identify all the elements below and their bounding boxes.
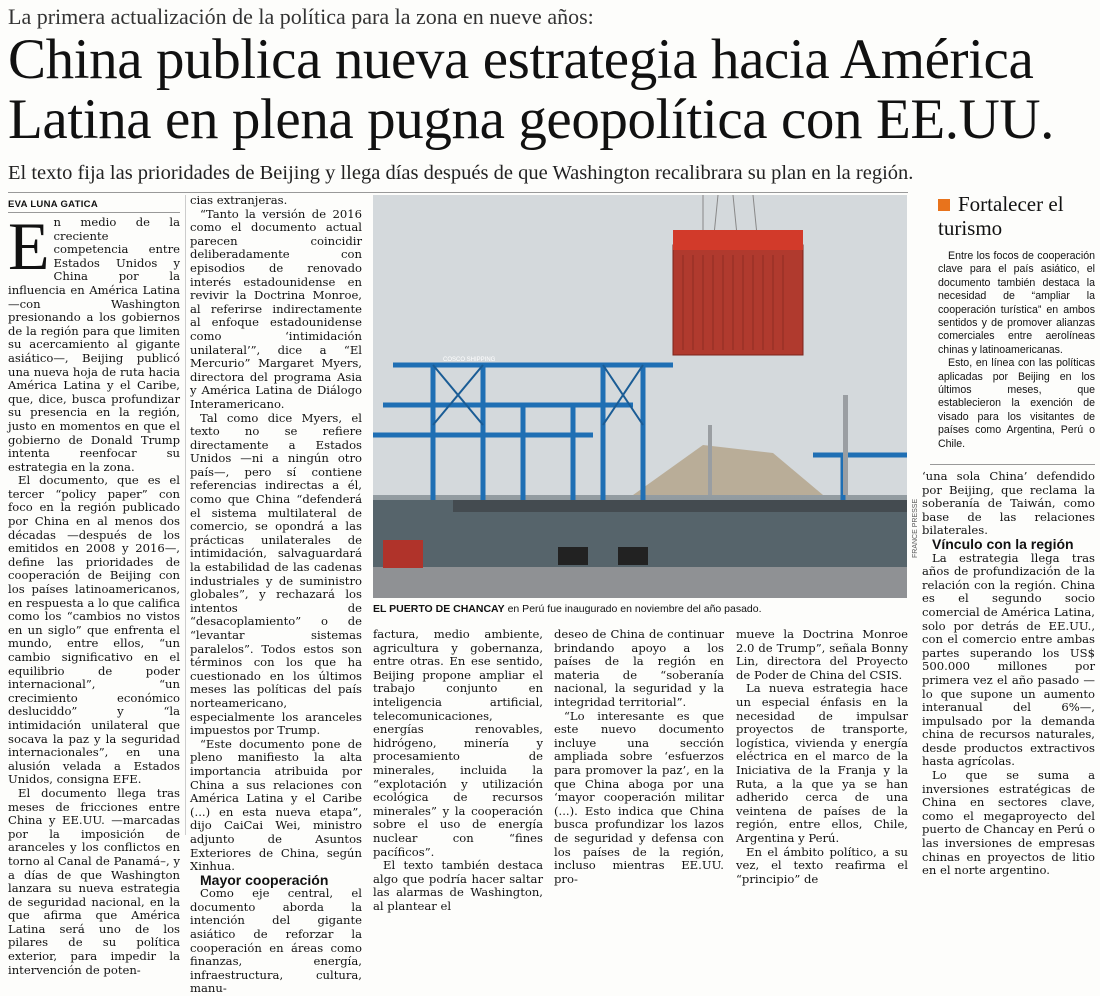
paragraph: La nueva estrategia hace un especial énfasis en la necesidad de impulsar proyectos de transporte, logística, vivienda y energía eléctrica en el marco de la Iniciativa de la Franja y la Ruta, a la que ya se han adherido cerca de una veintena de países de la región, entre ellos, Chile, Argentina y Perú. — [736, 681, 908, 845]
column-3 — [373, 627, 543, 913]
headline: China publica nueva estrategia hacia América Latina en plena pugna geopolítica con EE.UU. — [8, 28, 1055, 151]
paragraph: deseo de China de continuar brindando apoyo a los países de la región en materia de “soberanía nacional, la seguridad y la integridad territorial”. — [554, 627, 724, 709]
subheading: Vínculo con la región — [932, 535, 1074, 552]
paragraph: Lo que se suma a inversiones estratégicas de China en sectores clave, como el megaproyecto del puerto de Chancay en Perú o las inversiones de empresas chinas en proyectos de litio en el norte argentino. — [922, 768, 1095, 878]
paragraph: Tal como dice Myers, el texto no se refiere directamente a Estados Unidos —ni a ningún otro país—, pero sí contiene referencias indirectas a él, como que China “defenderá el sistema multilateral de comercio, se opondrá a las prácticas unilaterales de intimidación, salvaguardará la estabilidad de las cadenas industriales y de suministro globales”, y rechazará los intentos de “desacoplamiento” o de “levantar sistemas paralelos”. Todos estos son términos con los que ha cuestionado en los últimos meses las políticas del país norteamericano, especialmente los aranceles impuestos por Trump. — [190, 410, 362, 738]
paragraph: El documento llega tras meses de fricciones entre China y EE.UU. —marcadas por la imposición de aranceles y los conflictos en torno al Canal de Panamá–, y a días de que Washington lanzara su nueva estrategia de seguridad nacional, en la que afirma que América Latina será uno de los pilares de su política exterior, para impedir la intervención de poten- — [8, 785, 180, 977]
caption-text: en Perú fue inaugurado en noviembre del año pasado. — [504, 603, 762, 615]
paragraph: factura, medio ambiente, agricultura y gobernanza, entre otras. En ese sentido, Beijing propone ampliar el trabajo conjunto en inteligencia artificial, telecomunicaciones, energías renovables, hidrógeno, minería y procesamiento de minerales, incluida la “explotación y utilización ecológica de recursos minerales” y la cooperación sobre el uso de energía nuclear con “fines pacíficos”. — [373, 627, 543, 859]
column-1 — [8, 208, 180, 977]
photo-credit: FRANCE PRESSE — [912, 498, 919, 558]
paragraph: “Lo interesante es que este nuevo documento incluye una sección ampliada sobre ‘esfuerzos para promover la paz’, en la que China aboga por una ‘mayor cooperación militar (...). Esto indica que China busca profundizar los lazos de seguridad y defensa con los países de la región, incluso mientras EE.UU. pro- — [554, 708, 724, 886]
sidebar-paragraph: Esto, en línea con las políticas aplicadas por Beijing en los últimos meses, que establecieron la exención de visado para los visitantes de países como Argentina, Perú o Chile. — [938, 357, 1095, 450]
lead-paragraph: En medio de la creciente competencia entre Estados Unidos y China por la influencia en América Latina —con Washington presionando a los gobiernos de la región para que limiten su acercamiento al gigante asiático—, Beijing publicó una nueva hoja de ruta hacia América Latina y el Caribe, que, dice, busca profundizar su presencia en la región, justo en momentos en que el gobierno de Donald Trump intenta reenfocar su estrategia en la zona. — [8, 208, 180, 474]
orange-square-icon — [938, 199, 950, 211]
paragraph: Como eje central, el documento aborda la intención del gigante asiático de reforzar la cooperación en áreas como finanzas, energía, infraestructura, cultura, manu- — [190, 886, 362, 996]
column-5 — [736, 627, 908, 886]
photo-caption — [373, 603, 907, 615]
divider — [8, 192, 908, 193]
sidebar-title: Fortalecer el turismo — [938, 192, 1064, 240]
paragraph: El texto también destaca algo que podría hacer saltar las alarmas de Washington, al plantear el — [373, 858, 543, 913]
sidebar-body — [938, 250, 1095, 451]
paragraph: El documento, que es el tercer “policy paper” con foco en la región publicado por China en al menos dos décadas —después de los emitidos en 2008 y 2016—, define las prioridades de cooperación de Beijing con los países latinoamericanos, en respuesta a lo que califica como los “cambios no vistos en un siglo” que enfrenta el mundo, entre ellos, “un cambio significativo en el equilibrio de poder internacional”, “un crecimiento económico desluciddo” y “la intimidación unilateral que socava la paz y la seguridad internacionales”, en una alusión velada a Estados Unidos, consigna EFE. — [8, 473, 180, 787]
column-divider — [185, 195, 186, 835]
paragraph: ‘una sola China’ defendido por Beijing, que reclama la soberanía de Taiwán, como base de las relaciones bilaterales. — [922, 469, 1095, 538]
paragraph: “Tanto la versión de 2016 como el documento actual parecen coincidir deliberadamente con episodios de renovado interés estadounidense en revivir la Doctrina Monroe, al referirse indirectamente al enfoque estadounidense como ‘intimidación unilateral’”, dice a “El Mercurio” Margaret Myers, directora del programa Asia y América Latina de Diálogo Interamericano. — [190, 206, 362, 411]
caption-bold: EL PUERTO DE CHANCAY — [373, 603, 505, 615]
column-2 — [190, 193, 362, 996]
column-6 — [922, 469, 1095, 878]
subheading: Mayor cooperación — [200, 871, 329, 888]
kicker: La primera actualización de la política para la zona en nueve años: — [8, 4, 594, 29]
chancay-port-illustration — [373, 195, 907, 598]
port-photo — [373, 195, 907, 598]
paragraph: cias extranjeras. — [190, 193, 288, 207]
deck: El texto fija las prioridades de Beijing y llega días después de que Washington recalibrara su plan en la región. — [8, 162, 914, 184]
sidebar-box — [930, 192, 1095, 465]
paragraph: “Este documento pone de pleno manifiesto la alta importancia atribuida por China a sus relaciones con América Latina y el Caribe (...) en esta nueva etapa”, dijo CaiCai Wei, ministro adjunto de Asuntos Exteriores de China, según Xinhua. — [190, 736, 362, 874]
paragraph: mueve la Doctrina Monroe 2.0 de Trump”, señala Bonny Lin, directora del Proyecto de Poder de China del CSIS. — [736, 627, 908, 682]
column-4 — [554, 627, 724, 886]
sidebar-paragraph: Entre los focos de cooperación clave para el país asiático, el documento también destaca la necesidad de “ampliar la cooperación turística” en ambos sentidos y de promover alianzas comerciales entre aerolíneas chinas y latinoamericanas. — [938, 250, 1095, 356]
crane-label: COSCO SHIPPING — [443, 357, 496, 363]
paragraph: En el ámbito político, a su vez, el texto reafirma el “principio” de — [736, 844, 908, 886]
dropcap: E — [8, 208, 50, 284]
paragraph: La estrategia llega tras años de profundización de la relación con la región. China es el segundo socio comercial de América Latina, solo por detrás de EE.UU., con el comercio entre ambas partes superando los US$ 500.000 millones por primera vez el año pasado —lo que supone un aumento interanual del 6%—, impulsado por la demanda china de recursos naturales, desde productos extractivos hasta agrícolas. — [922, 550, 1095, 769]
byline: EVA LUNA GATICA — [8, 199, 180, 213]
